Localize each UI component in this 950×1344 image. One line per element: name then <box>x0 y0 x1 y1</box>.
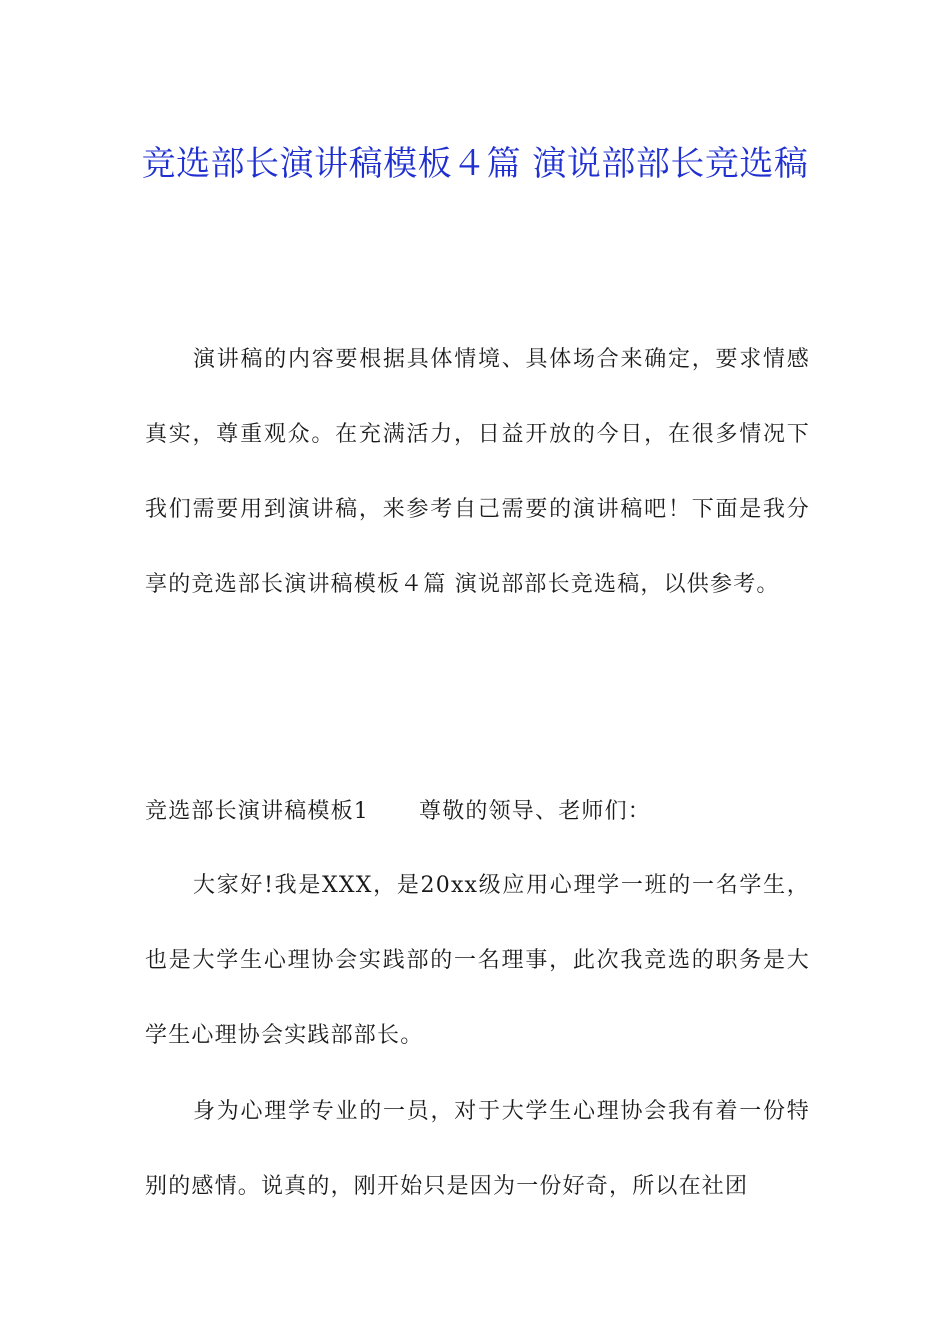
paragraph-2-block <box>145 1074 810 1224</box>
intro-paragraph: 演讲稿的内容要根据具体情境、具体场合来确定，要求情感真实，尊重观众。在充满活力，日益开放的今日，在很多情况下我们需要用到演讲稿，来参考自己需要的演讲稿吧！下面是我分享的竞选部长演讲稿模板４篇 演说部部长竞选稿，以供参考。 <box>145 347 810 597</box>
section-heading: 竞选部长演讲稿模板1 <box>145 799 369 824</box>
section-heading-line <box>145 774 810 849</box>
paragraph-1: 大家好!我是XXX，是20xx级应用心理学一班的一名学生，也是大学生心理协会实践部的一名理事，此次我竞选的职务是大学生心理协会实践部部长。 <box>145 873 810 1048</box>
document-title: 竞选部长演讲稿模板４篇 演说部部长竞选稿 <box>141 144 809 184</box>
greeting: 尊敬的领导、老师们： <box>419 799 652 824</box>
intro-block <box>145 322 810 622</box>
paragraph-2: 身为心理学专业的一员，对于大学生心理协会我有着一份特别的感情。说真的，刚开始只是因为一份好奇，所以在社团 <box>145 1099 810 1199</box>
paragraph-1-block <box>145 848 810 1073</box>
section-heading-paragraph <box>145 774 810 849</box>
